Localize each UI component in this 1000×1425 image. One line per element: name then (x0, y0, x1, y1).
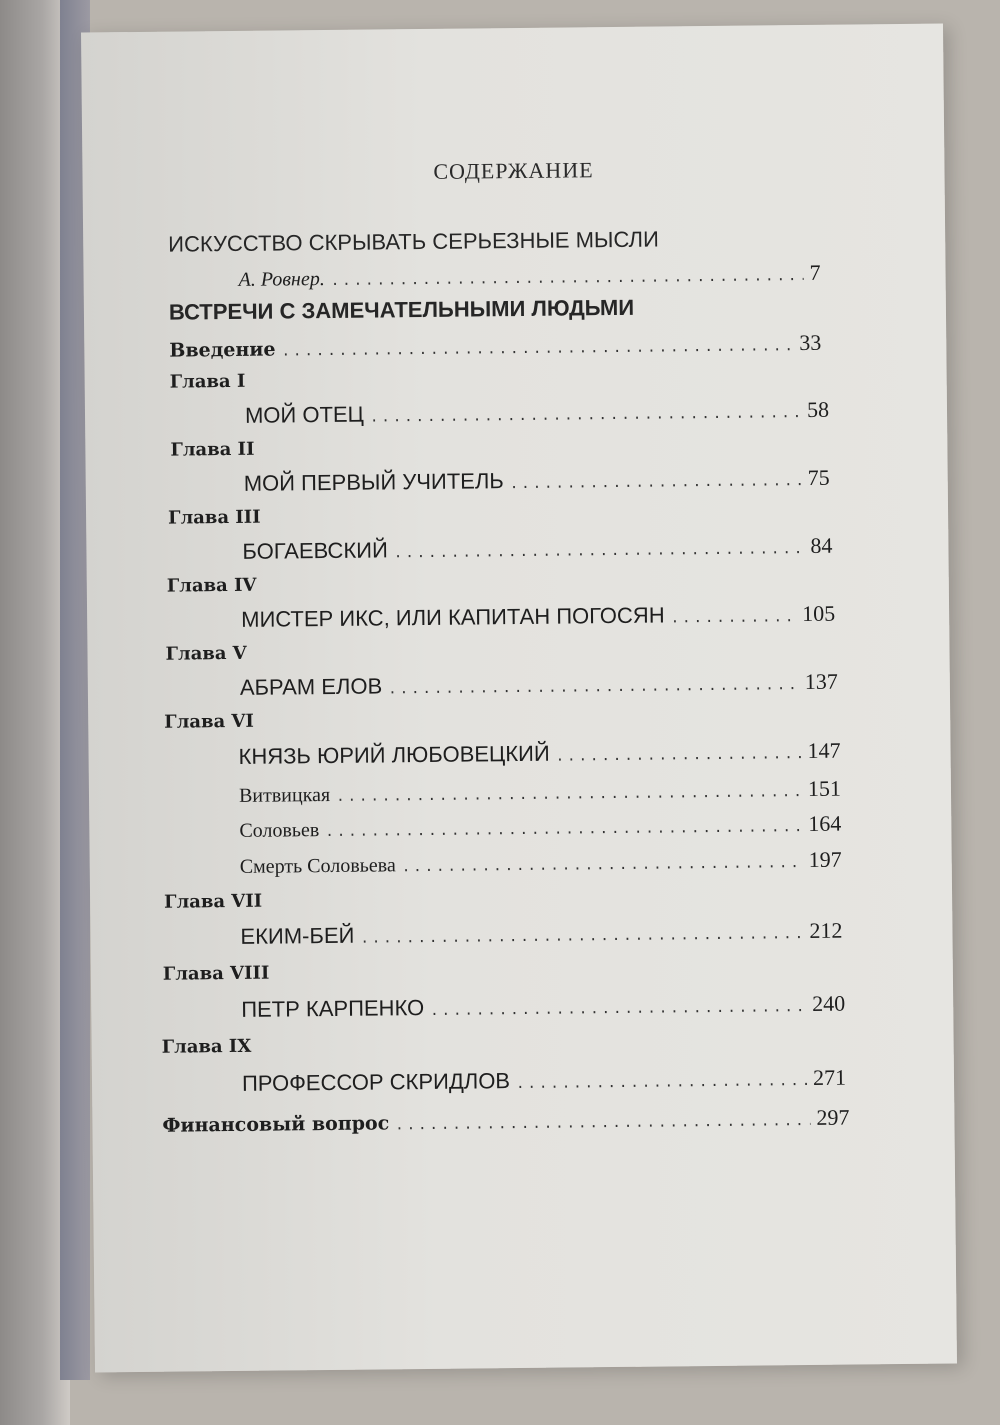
toc-entry-page: 75 (807, 464, 830, 490)
toc-entry-final (162, 1105, 849, 1138)
toc-entry-page: 33 (799, 329, 822, 356)
toc-entry-label: МИСТЕР ИКС, ИЛИ КАПИТАН ПОГОСЯН (241, 602, 665, 632)
toc-entry-chapter-2 (244, 465, 830, 497)
toc-entry-page: 212 (809, 917, 843, 943)
dot-leader (388, 677, 799, 697)
toc-entry-chapter-3 (242, 533, 832, 565)
dot-leader (430, 999, 806, 1019)
toc-entry-label: А. Ровнер. (238, 268, 325, 291)
toc-entry-page: 105 (802, 600, 836, 627)
toc-entry-page: 58 (806, 396, 830, 422)
dot-leader (281, 338, 793, 359)
book-title (169, 295, 634, 326)
dot-leader (331, 268, 804, 289)
page-title: СОДЕРЖАНИЕ (433, 157, 594, 184)
dot-leader (325, 819, 802, 840)
toc-entry-label: Витвицкая (238, 783, 331, 807)
toc-entry-label: АБРАМ ЕЛОВ (239, 673, 383, 700)
dot-leader (336, 784, 802, 805)
toc-entry-chapter-1 (245, 397, 829, 429)
dot-leader (395, 1113, 810, 1133)
chapter-label: Глава II (170, 438, 255, 461)
toc-entry-chapter-6 (238, 738, 840, 770)
toc-entry-label: Смерть Соловьева (239, 854, 396, 878)
toc-entry-label: МОЙ ПЕРВЫЙ УЧИТЕЛЬ (243, 468, 504, 496)
chapter-label: Глава VI (164, 710, 254, 733)
chapter-label: Глава V (165, 642, 247, 665)
toc-entry-page: 84 (810, 532, 833, 558)
toc-entry-chapter-8 (241, 991, 845, 1023)
toc-entry-label: МОЙ ОТЕЦ (244, 401, 365, 428)
toc-entry-label: КНЯЗЬ ЮРИЙ ЛЮБОВЕЦКИЙ (238, 740, 550, 769)
chapter-label: Глава IV (166, 574, 257, 597)
chapter-label: Глава I (169, 370, 246, 393)
toc-entry-page: 271 (812, 1064, 847, 1090)
chapter-label: Глава IX (161, 1035, 252, 1058)
book-title-text: ВСТРЕЧИ С ЗАМЕЧАТЕЛЬНЫМИ ЛЮДЬМИ (168, 294, 635, 325)
toc-entry-page: 164 (808, 810, 842, 836)
toc-entry-label: Соловьев (239, 819, 320, 842)
toc-entry-chapter-5 (240, 669, 838, 701)
chapter-label: Глава VIII (162, 962, 270, 985)
toc-entry-subsection-1 (239, 776, 841, 808)
dot-leader (360, 926, 803, 947)
book-page (81, 24, 957, 1373)
dot-leader (671, 609, 797, 626)
toc-entry-label: Введение (169, 338, 276, 362)
dot-leader (370, 405, 801, 426)
chapter-label: Глава VII (164, 890, 263, 913)
toc-entry-page: 7 (809, 259, 821, 285)
toc-entry-introduction (169, 330, 821, 363)
toc-entry-page: 297 (816, 1104, 850, 1130)
toc-entry-label: ПЕТР КАРПЕНКО (241, 995, 425, 1022)
toc-entry-page: 240 (812, 990, 846, 1016)
toc-entry-subsection-3 (240, 847, 842, 879)
dot-leader (516, 1073, 807, 1092)
chapter-label: Глава III (167, 506, 261, 529)
toc-entry-page: 151 (807, 775, 842, 801)
toc-entry-chapter-7 (240, 918, 842, 950)
toc-entry-page: 137 (804, 668, 838, 695)
toc-entry-label: БОГАЕВСКИЙ (242, 537, 388, 564)
toc-entry-intro-author (238, 260, 820, 292)
dot-leader (402, 855, 803, 875)
toc-entry-page: 147 (807, 737, 841, 763)
toc-entry-label: ПРОФЕССОР СКРИДЛОВ (241, 1068, 511, 1096)
dot-leader (394, 541, 805, 561)
toc-entry-label: ЕКИМ-БЕЙ (240, 922, 355, 949)
toc-entry-chapter-9 (242, 1065, 846, 1097)
toc-entry-subsection-2 (239, 811, 841, 843)
dot-leader (556, 746, 802, 765)
intro-title: ИСКУССТВО СКРЫВАТЬ СЕРЬЕЗНЫЕ МЫСЛИ (168, 226, 659, 257)
toc-entry-page: 197 (808, 846, 842, 872)
dot-leader (510, 473, 802, 492)
toc-entry-chapter-4 (241, 601, 835, 633)
toc-entry-label: Финансовый вопрос (162, 1112, 390, 1137)
